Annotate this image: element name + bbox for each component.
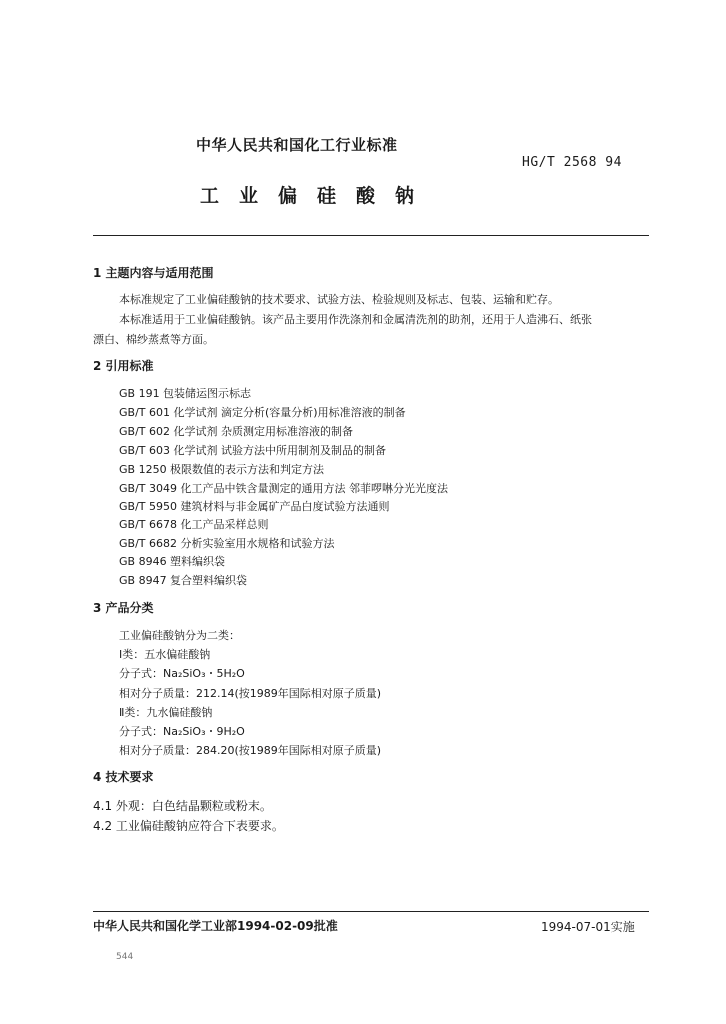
section-1-heading: 1 主题内容与适用范围 xyxy=(93,266,214,280)
classification-line: 相对分子质量：284.20(按1989年国际相对原子质量) xyxy=(119,744,382,757)
reference-item: GB 191 包装储运图示标志 xyxy=(119,387,252,400)
section-2-heading: 2 引用标准 xyxy=(93,359,154,373)
reference-item: GB/T 601 化学试剂 滴定分析(容量分析)用标准溶液的制备 xyxy=(119,406,406,419)
reference-item: GB 1250 极限数值的表示方法和判定方法 xyxy=(119,463,325,476)
reference-item: GB/T 603 化学试剂 试验方法中所用制剂及制品的制备 xyxy=(119,444,386,457)
section-4-heading: 4 技术要求 xyxy=(93,770,154,784)
classification-line: Ⅰ类：五水偏硅酸钠 xyxy=(119,648,211,661)
document-title: 工业偏硅酸钠 xyxy=(200,185,435,207)
section-1-paragraph-2: 本标准适用于工业偏硅酸钠。该产品主要用作洗涤剂和金属清洗剂的助剂，还用于人造沸石、纸张 xyxy=(119,313,592,326)
issuing-body-title: 中华人民共和国化工行业标准 xyxy=(196,136,398,154)
reference-item: GB/T 3049 化工产品中铁含量测定的通用方法 邻菲啰啉分光光度法 xyxy=(119,482,448,495)
reference-item: GB/T 5950 建筑材料与非金属矿产品白度试验方法通则 xyxy=(119,500,390,513)
reference-item: GB 8947 复合塑料编织袋 xyxy=(119,574,248,587)
header-divider xyxy=(93,235,649,236)
standard-code: HG/T 2568 94 xyxy=(522,155,622,170)
effective-date: 1994-07-01实施 xyxy=(541,920,635,934)
classification-line: Ⅱ类：九水偏硅酸钠 xyxy=(119,706,213,719)
page-number: 544 xyxy=(116,952,134,962)
requirement-item: 4.1 外观：白色结晶颗粒或粉末。 xyxy=(93,799,272,813)
classification-line: 分子式：Na₂SiO₃・9H₂O xyxy=(119,725,245,738)
footer-divider xyxy=(93,911,649,912)
classification-line: 相对分子质量：212.14(按1989年国际相对原子质量) xyxy=(119,687,382,700)
reference-item: GB 8946 塑料编织袋 xyxy=(119,555,226,568)
section-1-paragraph-2-cont: 漂白、棉纱蒸煮等方面。 xyxy=(93,333,214,346)
approval-statement: 中华人民共和国化学工业部1994-02-09批准 xyxy=(93,919,338,933)
reference-item: GB/T 6678 化工产品采样总则 xyxy=(119,518,269,531)
classification-line: 分子式：Na₂SiO₃・5H₂O xyxy=(119,667,245,680)
requirement-item: 4.2 工业偏硅酸钠应符合下表要求。 xyxy=(93,819,284,833)
reference-item: GB/T 602 化学试剂 杂质测定用标准溶液的制备 xyxy=(119,425,353,438)
section-3-heading: 3 产品分类 xyxy=(93,601,154,615)
section-1-paragraph-1: 本标准规定了工业偏硅酸钠的技术要求、试验方法、检验规则及标志、包装、运输和贮存。 xyxy=(119,293,559,306)
classification-line: 工业偏硅酸钠分为二类： xyxy=(119,629,240,642)
reference-item: GB/T 6682 分析实验室用水规格和试验方法 xyxy=(119,537,335,550)
